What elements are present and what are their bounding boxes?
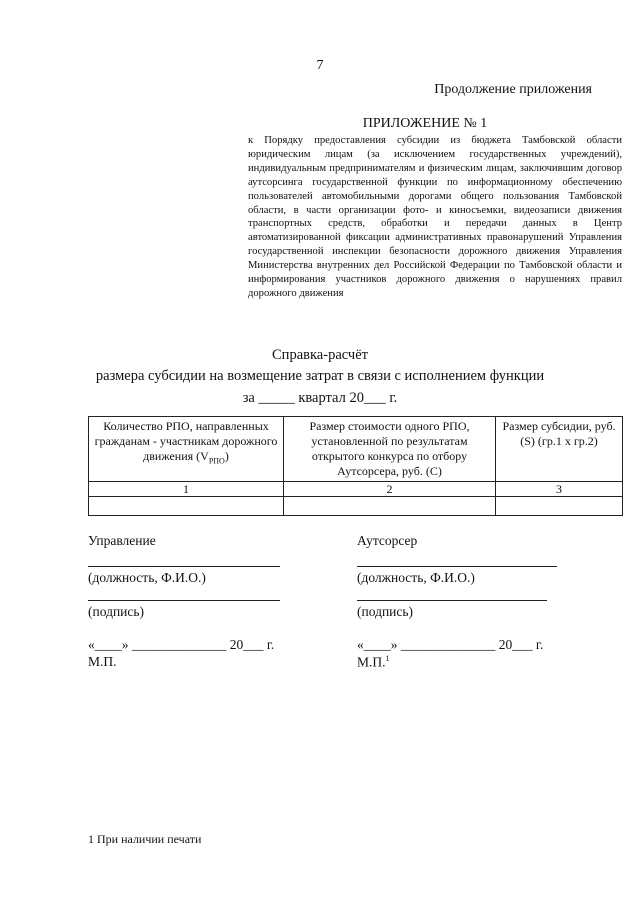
signature-label-right: (подпись) — [357, 604, 414, 619]
table-cell[interactable] — [496, 497, 623, 516]
appendix-title: ПРИЛОЖЕНИЕ № 1 — [362, 116, 488, 131]
position-label-right: (должность, Ф.И.О.) — [357, 570, 475, 585]
table-cell[interactable] — [89, 497, 284, 516]
table-number-row — [89, 482, 623, 497]
table-header-row — [89, 417, 623, 482]
footnote: 1 При наличии печати — [88, 832, 202, 846]
signature-line[interactable] — [88, 600, 280, 601]
date-line-right: «____» ______________ 20___ г. — [357, 637, 544, 652]
table-header-cell: Размер субсидии, руб. (S) (гр.1 x гр.2) — [496, 417, 623, 482]
table-cell: 1 — [89, 482, 284, 497]
signature-title-left: Управление — [88, 533, 156, 548]
table-header-cell: Размер стоимости одного РПО, установленной по результатам открытого конкурса по отбору Аутсорсера, руб. (С) — [284, 417, 496, 482]
signature-title-right: Аутсорсер — [357, 533, 418, 548]
appendix-description: к Порядку предоставления субсидии из бюджета Тамбовской области юридическим лицам (за исключением государственных учреждений), индивидуальным предпринимателям и физическим лицам, заключившим договор аутсорсинга государственной функции по информационному обеспечению пользователей автомобильными дорогами общего пользования Тамбовской области, в части организации фото- и киносъемки, видеозаписи движения транспортных средств, обработки и передачи данных в Центр автоматизированной фиксации административных правонарушений Управления государственной инспекции безопасности дорожного движения Управления Министерства внутренних дел Российской Федерации по Тамбовской области и информирования участников дорожного движения о нарушениях правил дорожного движения — [248, 135, 622, 299]
signature-label-left: (подпись) — [88, 604, 145, 619]
table-cell: 2 — [284, 482, 496, 497]
date-line-left: «____» ______________ 20___ г. — [88, 637, 275, 652]
stamp-label-left: М.П. — [88, 654, 117, 669]
form-title: Справка-расчёт — [272, 347, 368, 363]
signature-line[interactable] — [357, 566, 557, 567]
table-row — [89, 497, 623, 516]
position-label-left: (должность, Ф.И.О.) — [88, 570, 206, 585]
calculation-table — [88, 416, 623, 516]
stamp-label-right: М.П.$^1$ — [357, 654, 390, 670]
continuation-label: Продолжение приложения — [434, 82, 592, 97]
signature-line[interactable] — [88, 566, 280, 567]
signature-line[interactable] — [357, 600, 547, 601]
form-subtitle: размера субсидии на возмещение затрат в связи с исполнением функции — [95, 368, 545, 384]
footnote-mark: 1 — [385, 654, 390, 663]
table-header-cell: Количество РПО, направленных гражданам - участникам дорожного движения $(V_{РПО})$ — [89, 417, 284, 482]
table-cell[interactable] — [284, 497, 496, 516]
table-cell: 3 — [496, 482, 623, 497]
page-number: 7 — [316, 58, 324, 73]
form-period: за _____ квартал 20___ г. — [242, 390, 398, 406]
